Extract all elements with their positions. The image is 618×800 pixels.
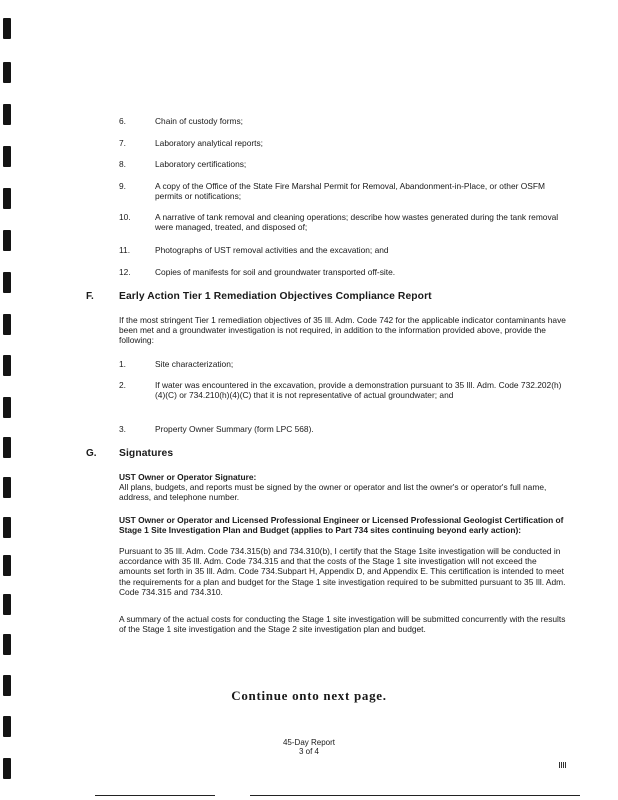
signature-heading: UST Owner or Operator Signature:	[119, 472, 257, 482]
list-item-text: A narrative of tank removal and cleaning operations; describe how wastes generated during the tank removal were managed, treated, and disposed of;	[155, 212, 559, 233]
certification-heading: UST Owner or Operator and Licensed Professional Engineer or Licensed Professional Geologist Certification of Stage 1 Site Investigation Plan and Budget (applies to Part 734 sites continuing beyond early action):	[119, 515, 564, 536]
list-item-text: Laboratory certifications;	[155, 159, 247, 169]
list-item-number: 12.	[119, 267, 131, 277]
list-item-text: Laboratory analytical reports;	[155, 138, 263, 148]
list-item-text: If water was encountered in the excavation, provide a demonstration pursuant to 35 Ill. Adm. Code 732.202(h)(4)(C) or 734.210(h)(4)(C) that it is not representative of actual groundwater; and	[155, 380, 562, 401]
section-title: Early Action Tier 1 Remediation Objectives Compliance Report	[119, 291, 432, 302]
binder-hole	[3, 62, 11, 83]
list-item-text: Site characterization;	[155, 359, 234, 369]
binder-hole	[3, 397, 11, 418]
binder-hole	[3, 634, 11, 655]
section-intro: If the most stringent Tier 1 remediation objectives of 35 Ill. Adm. Code 742 for the applicable indicator contaminants have been met and a groundwater investigation is not required, in addition to the information provided above, provide the following:	[119, 315, 566, 346]
binder-hole	[3, 146, 11, 167]
binder-hole	[3, 477, 11, 498]
list-item-number: 1.	[119, 359, 126, 369]
list-item-text: Property Owner Summary (form LPC 568).	[155, 424, 314, 434]
footer-page-number: 3 of 4	[298, 747, 319, 756]
list-item-number: 7.	[119, 138, 126, 148]
binder-hole	[3, 272, 11, 293]
section-title: Signatures	[119, 448, 174, 459]
binder-hole	[3, 555, 11, 576]
section-letter: F.	[86, 291, 94, 302]
scan-edge-line	[250, 795, 580, 796]
continue-notice: Continue onto next page.	[231, 688, 387, 703]
binder-hole	[3, 104, 11, 125]
binder-hole	[3, 18, 11, 39]
scan-mark	[559, 762, 567, 768]
binder-hole-strip	[0, 0, 16, 800]
binder-hole	[3, 188, 11, 209]
certification-text: Pursuant to 35 Ill. Adm. Code 734.315(b) and 734.310(b), I certify that the Stage 1site investigation will be conducted in accordance with 35 Ill. Adm. Code 734.315 and that the costs of the Stage 1 site investigation will not exceed the amounts set forth in 35 Ill. Adm. Code 734.Subpart H, Appendix D, and Appendix E. This certification is intended to meet the requirements for a plan and budget for the Stage 1 site investigation required to be submitted pursuant to 35 Ill. Adm. Code 734.315 and 734.310.	[119, 546, 566, 597]
binder-hole	[3, 230, 11, 251]
footer-report-title: 45-Day Report	[282, 738, 336, 747]
list-item-text: Copies of manifests for soil and groundwater transported off-site.	[155, 267, 396, 277]
list-item-number: 6.	[119, 116, 126, 126]
binder-hole	[3, 314, 11, 335]
cost-summary-text: A summary of the actual costs for conducting the Stage 1 site investigation will be submitted concurrently with the results of the Stage 1 site investigation and the Stage 2 site investigation plan and budget.	[119, 614, 566, 635]
scan-edge-line	[95, 795, 215, 796]
binder-hole	[3, 758, 11, 779]
list-item-number: 3.	[119, 424, 126, 434]
list-item-number: 11.	[119, 245, 131, 255]
section-letter: G.	[86, 448, 97, 459]
list-item-number: 2.	[119, 380, 126, 390]
list-item-text: A copy of the Office of the State Fire Marshal Permit for Removal, Abandonment-in-Place, or other OSFM permits or notifications;	[155, 181, 545, 202]
list-item-number: 8.	[119, 159, 126, 169]
binder-hole	[3, 594, 11, 615]
list-item-number: 10.	[119, 212, 131, 222]
binder-hole	[3, 355, 11, 376]
signature-text: All plans, budgets, and reports must be signed by the owner or operator and list the owner's or operator's full name, address, and telephone number.	[119, 482, 547, 503]
list-item-text: Chain of custody forms;	[155, 116, 243, 126]
binder-hole	[3, 716, 11, 737]
list-item-text: Photographs of UST removal activities and the excavation; and	[155, 245, 389, 255]
binder-hole	[3, 517, 11, 538]
list-item-number: 9.	[119, 181, 126, 191]
binder-hole	[3, 437, 11, 458]
